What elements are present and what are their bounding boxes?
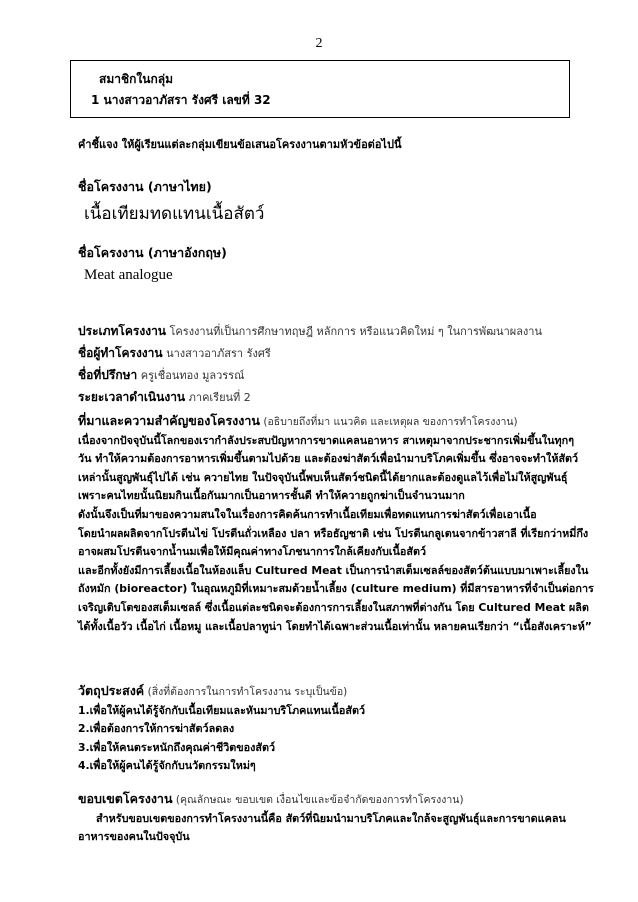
objective-item: 2.เพื่อต้องการให้การฆ่าสัตว์ลดลง	[78, 722, 235, 736]
background-line: เนื่องจากปัจจุบันนี้โลกของเรากำลังประสบปัญหาการขาดแคลนอาหาร สาเหตุมาจากประชากรเพิ่มขึ้นในทุกๆ	[78, 433, 574, 447]
objectives-note: (สิ่งที่ต้องการในการทำโครงงาน ระบุเป็นข้อ)	[147, 686, 348, 698]
project-author-value: นางสาวอาภัสรา รังศรี	[166, 347, 271, 360]
objective-item: 1.เพื่อให้ผู้คนได้รู้จักกับเนื้อเทียมและหันมาบริโภคแทนเนื้อสัตว์	[78, 703, 366, 717]
background-note: (อธิบายถึงที่มา แนวคิด และเหตุผล ของการทำโครงงาน)	[263, 416, 518, 428]
scope-heading-row	[78, 790, 578, 810]
objectives-heading-row	[78, 682, 578, 702]
background-line: เพราะคนไทยนั้นนิยมกินเนื้อกันมากเป็นอาหารชั้นดี ทำให้ควายถูกฆ่าเป็นจำนวนมาก	[78, 489, 465, 503]
scope-section	[78, 790, 578, 847]
scope-line: สำหรับขอบเขตของการทำโครงงานนี้คือ สัตว์ที่นิยมนำมาบริโภคและใกล้จะสูญพันธุ์และการขาดแคลน	[96, 811, 566, 825]
scope-heading: ขอบเขตโครงงาน	[78, 791, 173, 806]
project-type-value: โครงงานที่เป็นการศึกษาทฤษฎี หลักการ หรือแนวคิดใหม่ ๆ ในการพัฒนาผลงาน	[169, 325, 542, 338]
project-type-label: ประเภทโครงงาน	[78, 324, 167, 338]
project-author-row	[78, 344, 271, 363]
background-line: ดังนั้นจึงเป็นที่มาของความสนใจในเรื่องการคิดค้นการทำเนื้อเทียมเพื่อทดแทนการฆ่าสัตว์เพื่อเอาเนื้อ	[78, 507, 537, 521]
background-line: ได้ทั้งเนื้อวัว เนื้อไก่ เนื้อหมู และเนื้อปลาทูน่า โดยทำได้เฉพาะส่วนเนื้อเท่านั้น หลายคนเรียกว่า “เนื้อสังเคราะห์”	[78, 619, 592, 633]
project-author-label: ชื่อผู้ทำโครงงาน	[78, 346, 163, 360]
project-type-row	[78, 322, 542, 341]
member-item: 1 นางสาวอาภัสรา รังศรี เลขที่ 32	[91, 93, 271, 107]
background-line: อาจผสมโปรตีนจากน้ำนมเพื่อให้มีคุณค่าทางโภชนาการใกล้เคียงกับเนื้อสัตว์	[78, 545, 427, 559]
background-line: โดยนำผลผลิตจากโปรตีนไข่ โปรตีนถั่วเหลือง ปลา หรือธัญชาติ เช่น โปรตีนกลูเตนจากข้าวสาลี ที่เรียกว่าหมี่กึง	[78, 526, 589, 540]
background-line: และอีกทั้งยังมีการเลี้ยงเนื้อในห้องแล็บ Cultured Meat เป็นการนำสเต็มเซลล์ของสัตว์ต้นแบบมาเพาะเลี้ยงใน	[78, 563, 589, 577]
project-advisor-label: ชื่อที่ปรึกษา	[78, 368, 138, 382]
member-box	[70, 60, 570, 118]
scope-note: (คุณลักษณะ ขอบเขต เงื่อนไขและข้อจำกัดของการทำโครงงาน)	[175, 794, 464, 806]
background-line: ถังหมัก (bioreactor) ในอุณหภูมิที่เหมาะสมด้วยน้ำเลี้ยง (culture medium) ที่มีสารอาหารที่จำเป็นต่อการ	[78, 582, 594, 596]
project-name-en-value: Meat analogue	[84, 267, 173, 283]
project-advisor-value: ครูเชื่อนทอง มูลวรรณ์	[140, 369, 245, 382]
background-line: วัน ทำให้ความต้องการอาหารเพิ่มขึ้นตามไปด้วย และต้องฆ่าสัตว์เพื่อนำมาบริโภคเพิ่มขึ้น ซึ่งอาจจะทำให้สัตว์	[78, 452, 579, 466]
project-duration-value: ภาคเรียนที่ 2	[188, 391, 251, 404]
background-heading-row	[78, 412, 578, 432]
background-line: เจริญเติบโตของสเต็มเซลล์ ซึ่งเนื้อแต่ละชนิดจะต้องการการเลี้ยงในสภาพที่ต่างกัน โดย Cultured Meat ผลิต	[78, 600, 589, 614]
objective-item: 4.เพื่อให้ผู้คนได้รู้จักกับนวัตกรรมใหม่ๆ	[78, 759, 256, 773]
project-duration-row	[78, 388, 251, 407]
page-number: 2	[315, 36, 323, 51]
project-name-th-value: เนื้อเทียมทดแทนเนื้อสัตว์	[84, 204, 265, 224]
objectives-heading: วัตถุประสงค์	[78, 683, 145, 698]
objectives-section	[78, 682, 578, 776]
project-duration-label: ระยะเวลาดำเนินงาน	[78, 390, 186, 404]
objective-item: 3.เพื่อให้คนตระหนักถึงคุณค่าชีวิตของสัตว์	[78, 740, 276, 754]
instruction: คำชี้แจง ให้ผู้เรียนแต่ละกลุ่มเขียนข้อเสนอโครงงานตามหัวข้อต่อไปนี้	[78, 138, 402, 151]
scope-line: อาหารของคนในปัจจุบัน	[78, 830, 190, 844]
background-heading: ที่มาและความสำคัญของโครงงาน	[78, 413, 260, 428]
member-heading: สมาชิกในกลุ่ม	[99, 72, 173, 86]
project-advisor-row	[78, 366, 244, 385]
background-line: เหล่านั้นสูญพันธุ์ไปได้ เช่น ควายไทย ในปัจจุบันนี้พบเห็นสัตว์ชนิดนี้ได้ยากและต้องดูแลไว้เพื่อไม่ให้สูญพันธุ์	[78, 470, 568, 484]
background-section	[78, 412, 594, 636]
project-name-en-label: ชื่อโครงงาน (ภาษาอังกฤษ)	[78, 245, 227, 260]
project-name-th-label: ชื่อโครงงาน (ภาษาไทย)	[78, 179, 212, 194]
